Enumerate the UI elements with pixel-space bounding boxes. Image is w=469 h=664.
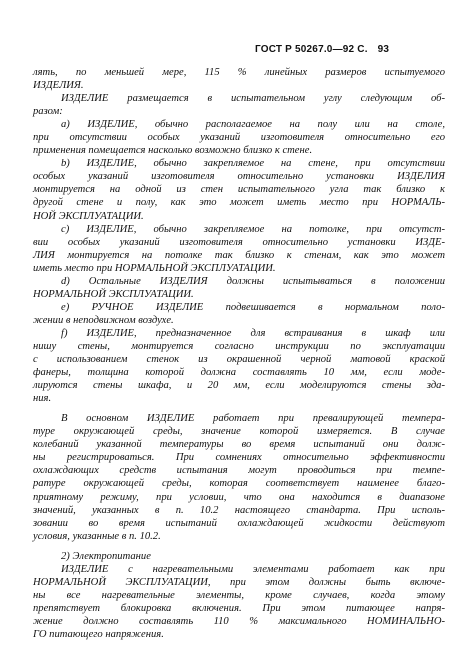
- text-line: ЛИЯ монтируется на потолке так близко к стенам, как это может: [33, 249, 445, 261]
- text-line: e) РУЧНОЕ ИЗДЕЛИЕ подвешивается в нормальном поло-: [61, 301, 445, 313]
- text-line: НОРМАЛЬНОЙ ЭКСПЛУАТАЦИИ, при этом должны быть включе-: [33, 576, 445, 588]
- text-line: значений, указанных в п. 10.2 настоящего стандарта. При исполь-: [33, 504, 445, 516]
- paragraph-gap: [33, 543, 445, 550]
- document-body: [33, 66, 445, 641]
- text-line: при отсутствии особых указаний изготовителя относительно его: [33, 132, 445, 144]
- text-line: туре окружающей среды, значение которой измеряется. В случае: [33, 426, 445, 438]
- text-line: a) ИЗДЕЛИЕ, обычно располагаемое на полу или на столе,: [61, 119, 445, 131]
- text-line: препятствует блокировка включения. При этом питающее напря-: [33, 602, 445, 614]
- text-line: лять, по меньшей мере, 115 % линейных размеров испытуемого: [33, 67, 445, 78]
- text-line: В основном ИЗДЕЛИЕ работает при превалирующей темпера-: [61, 413, 445, 425]
- paragraph: [33, 118, 445, 157]
- page-header: [255, 44, 455, 55]
- text-line: особых указаний изготовителя относительно установки ИЗДЕЛИЯ: [33, 171, 445, 183]
- text-line: НОРМАЛЬНОЙ ЭКСПЛУАТАЦИИ.: [33, 288, 194, 300]
- text-line: охлаждающих средств испытания могут проводиться при темпе-: [33, 465, 445, 477]
- text-line: лируются стены шкафа, и 20 мм, если моделируются стены зда-: [33, 380, 445, 392]
- standard-designation: ГОСТ Р 50267.0—92 С.: [255, 44, 368, 55]
- text-line: d) Остальные ИЗДЕЛИЯ должны испытываться в положении: [61, 275, 445, 287]
- text-line: фанеры, толщина которой должна составлять 10 мм, если моде-: [33, 367, 445, 379]
- text-line: НОЙ ЭКСПЛУАТАЦИИ.: [33, 210, 144, 222]
- text-line: нишу стены, монтируется согласно инструкции по эксплуатации: [33, 340, 445, 352]
- paragraph: [33, 563, 445, 641]
- text-line: жении в неподвижном воздухе.: [33, 314, 174, 326]
- text-line: монтируется на одной из стен испытательного угла так близко к: [33, 184, 445, 196]
- paragraph: [33, 223, 445, 275]
- text-line: другой стене и полу, как это может иметь место при НОРМАЛЬ-: [33, 197, 445, 209]
- text-line: ния.: [33, 393, 52, 405]
- text-line: ИЗДЕЛИЯ.: [33, 80, 84, 92]
- text-line: разом:: [33, 106, 63, 118]
- paragraph: [33, 327, 445, 405]
- text-line: колебаний указанной температуры во время испытаний они долж-: [33, 439, 445, 451]
- text-line: применения помещается насколько возможно близко к стене.: [33, 145, 313, 157]
- paragraph: [33, 301, 445, 327]
- text-line: условия, указанные в п. 10.2.: [33, 530, 161, 542]
- paragraph: [33, 550, 445, 563]
- text-line: приятному режиму, при условии, что она находится в диапазоне: [33, 491, 445, 503]
- text-line: ны все нагревательные элементы, кроме случаев, когда этому: [33, 589, 445, 601]
- text-line: c) ИЗДЕЛИЕ, обычно закрепляемое на потолке, при отсутст-: [61, 223, 445, 235]
- paragraph: [33, 92, 445, 118]
- text-line: вии особых указаний изготовителя относительно установки ИЗДЕ-: [33, 236, 445, 248]
- text-line: зовании во время испытаний охлаждающей жидкости действуют: [33, 517, 445, 529]
- paragraph: [33, 412, 445, 542]
- text-line: иметь место при НОРМАЛЬНОЙ ЭКСПЛУАТАЦИИ.: [33, 262, 276, 274]
- paragraph: [33, 157, 445, 222]
- text-line: ны регистрироваться. При сомнениях относительно эффективности: [33, 452, 445, 464]
- text-line: ГО питающего напряжения.: [33, 628, 164, 640]
- paragraph-gap: [33, 405, 445, 412]
- text-line: ИЗДЕЛИЕ с нагревательными элементами работает как при: [61, 563, 445, 575]
- page-number: 93: [377, 44, 390, 55]
- text-line: f) ИЗДЕЛИЕ, предназначенное для встраивания в шкаф или: [61, 327, 445, 339]
- text-line: ИЗДЕЛИЕ размещается в испытательном углу следующим об-: [61, 93, 445, 105]
- text-line: с использованием стенок из окрашенной черной матовой краской: [33, 354, 445, 366]
- paragraph: [33, 66, 445, 92]
- text-line: 2) Электропитание: [61, 550, 151, 562]
- paragraph: [33, 275, 445, 301]
- text-line: ратуре окружающей среды, которая соответствует наименее благо-: [33, 478, 445, 490]
- text-line: b) ИЗДЕЛИЕ, обычно закрепляемое на стене, при отсутствии: [61, 158, 445, 170]
- text-line: жение должно составлять 110 % максимального НОМИНАЛЬНО-: [33, 615, 445, 627]
